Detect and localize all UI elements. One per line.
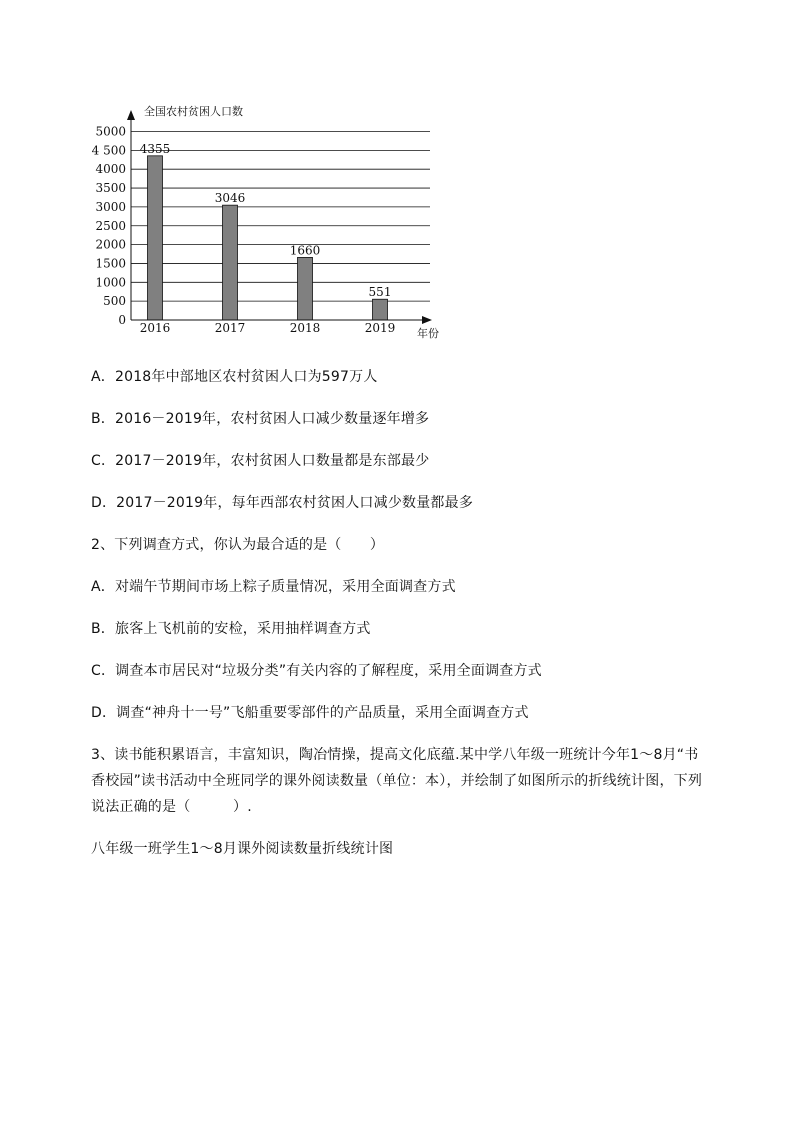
x-tick-label: 2017 [214, 321, 246, 335]
y-tick-label: 5000 [95, 124, 126, 139]
x-tick-label: 2016 [139, 321, 171, 335]
q2-option-b: B．旅客上飞机前的安检，采用抽样调查方式 [91, 621, 371, 637]
x-axis-arrow [422, 316, 432, 324]
q1-option-c: C．2017－2019年，农村贫困人口数量都是东部最少 [91, 453, 430, 469]
bar [298, 257, 313, 320]
q3-stem-line2: 香校园”读书活动中全班同学的课外阅读数量（单位：本），并绘制了如图所示的折线统计图，下列 [91, 773, 703, 789]
y-tick-label: 4000 [95, 162, 126, 177]
y-tick-label: 2500 [95, 218, 126, 233]
y-tick-label: 4 500 [91, 143, 126, 158]
y-tick-label: 0 [118, 313, 126, 327]
q3-chart-caption: 八年级一班学生1～8月课外阅读数量折线统计图 [91, 841, 394, 857]
q1-option-a: A．2018年中部地区农村贫困人口为597万人 [91, 369, 378, 385]
q2-option-a: A．对端午节期间市场上粽子质量情况，采用全面调查方式 [91, 579, 456, 595]
grid-lines [131, 132, 430, 302]
y-tick-label: 3500 [95, 181, 126, 196]
q1-option-d: D．2017－2019年，每年西部农村贫困人口减少数量都最多 [91, 495, 474, 511]
y-tick-label: 3000 [95, 199, 126, 214]
chart-xlabel: 年份 [417, 327, 439, 340]
bar-value-label: 1660 [289, 243, 321, 258]
bar-value-label: 4355 [139, 141, 171, 156]
q2-stem: 2、下列调查方式，你认为最合适的是（ ） [91, 537, 385, 553]
x-tick-labels [140, 321, 396, 335]
y-tick-label: 2000 [95, 237, 126, 252]
y-tick-labels [92, 125, 126, 328]
bar [223, 205, 238, 320]
bar-data-labels [140, 142, 392, 299]
x-tick-label: 2018 [289, 321, 321, 335]
bar [373, 299, 388, 320]
y-tick-label: 1500 [95, 256, 126, 271]
q1-option-b: B．2016－2019年，农村贫困人口减少数量逐年增多 [91, 411, 430, 427]
y-axis-arrow [127, 110, 135, 120]
bars [148, 156, 388, 320]
poverty-bar-chart [80, 96, 460, 346]
x-tick-label: 2019 [364, 321, 396, 335]
chart-ylabel: 全国农村贫困人口数 [144, 105, 243, 118]
q3-stem-line1: 3、读书能积累语言，丰富知识，陶冶情操，提高文化底蕴.某中学八年级一班统计今年1～8月“书 [91, 747, 699, 763]
q3-stem-line3: 说法正确的是（ ）. [91, 799, 252, 815]
bar-value-label: 551 [368, 285, 392, 300]
y-tick-label: 500 [103, 294, 126, 309]
bar [148, 156, 163, 320]
bar-value-label: 3046 [214, 191, 246, 206]
y-tick-label: 1000 [95, 275, 126, 290]
q2-option-c: C．调查本市居民对“垃圾分类”有关内容的了解程度，采用全面调查方式 [91, 663, 542, 679]
q2-option-d: D．调查“神舟十一号”飞船重要零部件的产品质量，采用全面调查方式 [91, 705, 529, 721]
